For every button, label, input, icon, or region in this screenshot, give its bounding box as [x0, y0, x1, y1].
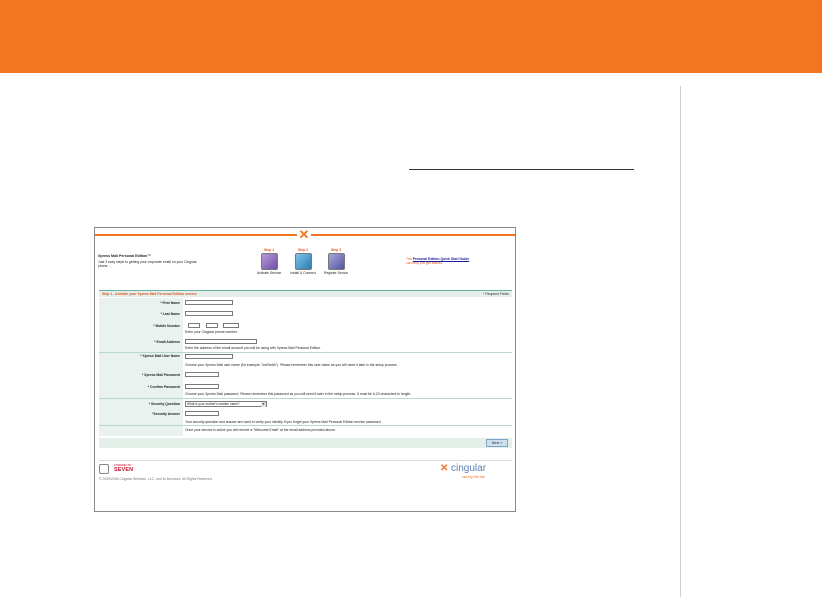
user-name-input[interactable]: [185, 354, 233, 359]
copyright-text: © 2005/2006 Cingular Wireless, LLC. and its licensors. All Rights Reserved.: [99, 477, 213, 481]
quick-start-guide: [406, 257, 496, 265]
user-name-label: * Xpress Mail User Name: [140, 354, 180, 358]
password-help-text: Choose your Xpress Mail password. Please remember this password as you will need it later in the setup process. It must be 6-20 characters in length.: [185, 392, 412, 396]
quick-start-guide-link[interactable]: Personal Edition Quick Start Guide: [412, 257, 470, 261]
sidebar-divider: [680, 86, 681, 597]
first-name-input[interactable]: [185, 300, 233, 305]
cingular-x-icon: ✕: [298, 227, 310, 242]
mobile-line-input[interactable]: [223, 323, 239, 328]
step-1-label: Step 1: [263, 248, 275, 252]
user-name-help-text: Choose your Xpress Mail user name (for example "JoeSmith"). Please remember this user name as you will need it later in the setup process.: [185, 363, 398, 367]
guide-subtext: can help you get started.: [406, 261, 444, 266]
section-divider: [99, 425, 512, 426]
step-3[interactable]: [322, 248, 350, 275]
password-input[interactable]: [185, 372, 219, 377]
form-step-title: Step 1 - Activate your Xpress Mail Personal Edition service: [102, 292, 197, 296]
security-answer-label: *Security Answer: [152, 412, 180, 416]
security-question-value: What is your mother's maiden name?: [187, 402, 240, 406]
seven-wordmark: SEVEN: [114, 467, 134, 473]
cingular-x-icon: ✕: [440, 463, 449, 474]
confirm-password-label: * Confirm Password: [147, 385, 180, 389]
form-header: [99, 290, 512, 297]
welcome-email-note: Once your service is active you will receive a "Welcome Email" at the email address provided above.: [185, 428, 336, 432]
email-help-text: Enter the address of the email account you will be using with Xpress Mail Personal Edition.: [185, 346, 322, 350]
product-title: Xpress Mail Personal Edition™: [98, 254, 151, 258]
step-1-name: Activate Service: [256, 271, 282, 276]
device-register-icon: [328, 253, 345, 270]
mobile-number-label: * Mobile Number: [153, 324, 180, 328]
seven-mark-icon: [99, 464, 109, 474]
pencil-paper-icon: [261, 253, 278, 270]
seven-powered-by: POWERED BY: [114, 464, 132, 467]
email-label: * Email Address: [154, 340, 180, 344]
security-help-text: Your security question and answer are used to verify your identity if you forget your Xpress Mail Personal Edition service password.: [185, 420, 382, 424]
guide-prefix: The: [406, 257, 412, 261]
required-fields-note: * Required Fields: [482, 292, 509, 296]
step-1[interactable]: [255, 248, 283, 275]
password-label: * Xpress Mail Password: [141, 373, 180, 377]
globe-connect-icon: [295, 253, 312, 270]
embedded-screenshot: [94, 227, 516, 512]
security-question-select[interactable]: [185, 401, 267, 407]
cingular-wordmark: cingular: [451, 463, 487, 474]
security-question-label: * Security Question: [148, 402, 180, 406]
seven-logo: [99, 464, 154, 474]
email-input[interactable]: [185, 339, 257, 344]
security-answer-input[interactable]: [185, 411, 219, 416]
step-3-name: Register Device: [324, 271, 348, 276]
step-3-label: Step 3: [330, 248, 342, 252]
last-name-input[interactable]: [185, 311, 233, 316]
mobile-area-code-input[interactable]: [188, 323, 200, 328]
form-footer-bar: [99, 438, 512, 448]
mobile-prefix-input[interactable]: [206, 323, 218, 328]
chevron-down-icon: ▼: [262, 402, 265, 406]
step-2-label: Step 2: [297, 248, 309, 252]
step-2-name: Install & Connect: [290, 271, 316, 276]
first-name-label: * First Name: [160, 301, 180, 305]
next-button[interactable]: Next >: [486, 439, 508, 447]
confirm-password-input[interactable]: [185, 384, 219, 389]
cingular-tagline: raising the bar: [462, 475, 485, 479]
section-divider: [99, 352, 512, 353]
underline-rule: [409, 169, 634, 170]
last-name-label: * Last Name: [160, 312, 180, 316]
section-divider: [99, 398, 512, 399]
header-band: [0, 0, 822, 73]
product-description: Just 3 easy steps to getting your corporate email on your Cingular phone...: [98, 260, 197, 269]
step-2[interactable]: [289, 248, 317, 275]
mobile-help-text: Enter your Cingular phone number.: [185, 330, 238, 334]
footer-divider: [99, 460, 512, 461]
activation-form: [99, 298, 512, 436]
